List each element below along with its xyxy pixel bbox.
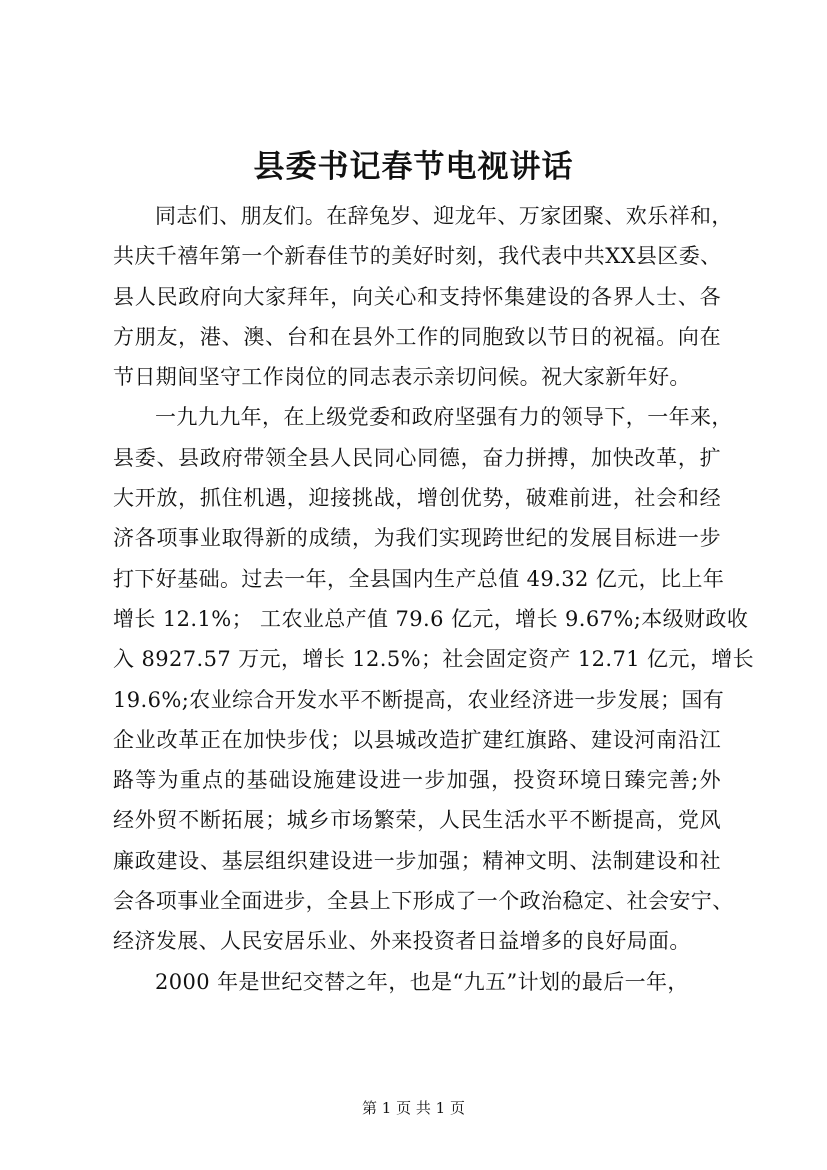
text-line: 经济发展、人民安居乐业、外来投资者日益增多的良好局面。 <box>113 929 691 954</box>
text-line: 路等为重点的基础设施建设进一步加强，投资环境日臻完善;外 <box>113 768 721 793</box>
text-line: 一九九九年，在上级党委和政府坚强有力的领导下，一年来， <box>155 405 733 430</box>
paragraph-review <box>113 397 755 961</box>
text-line: 同志们、朋友们。在辞兔岁、迎龙年、万家团聚、欢乐祥和， <box>155 204 733 228</box>
text-line: 经外贸不断拓展；城乡市场繁荣，人民生活水平不断提高，党风 <box>113 808 721 833</box>
text-line: 会各项事业全面进步，全县上下形成了一个政治稳定、社会安宁、 <box>113 889 734 914</box>
text-line: 济各项事业取得新的成绩，为我们实现跨世纪的发展目标进一步 <box>113 526 721 551</box>
text-line: 打下好基础。过去一年，全县国内生产总值 49.32 亿元，比上年 <box>113 566 725 591</box>
text-line: 县人民政府向大家拜年，向关心和支持怀集建设的各界人士、各 <box>113 284 721 309</box>
text-line: 增长 12.1%； 工农业总产值 79.6 亿元，增长 9.67%;本级财政收 <box>113 606 749 631</box>
text-line: 县委、县政府带领全县人民同心同德，奋力拼搏，加快改革，扩 <box>113 445 721 470</box>
paragraph-outlook <box>113 962 721 1002</box>
document-title: 县委书记春节电视讲话 <box>253 149 574 185</box>
text-line: 大开放，抓住机遇，迎接挑战，增创优势，破难前进，社会和经 <box>113 486 721 511</box>
text-line: 2000 年是世纪交替之年，也是“九五”计划的最后一年， <box>155 969 689 994</box>
text-line: 19.6%;农业综合开发水平不断提高，农业经济进一步发展；国有 <box>113 687 725 712</box>
text-line: 共庆千禧年第一个新春佳节的美好时刻，我代表中共XX县区委、 <box>113 244 722 269</box>
page-footer: 第 1 页 共 1 页 <box>362 1099 465 1117</box>
text-line: 廉政建设、基层组织建设进一步加强；精神文明、法制建设和社 <box>113 848 721 873</box>
paragraph-greeting <box>113 196 733 397</box>
document-body <box>113 196 755 1002</box>
text-line: 入 8927.57 万元，增长 12.5%；社会固定资产 12.71 亿元，增长 <box>113 647 755 672</box>
text-line: 节日期间坚守工作岗位的同志表示亲切问候。祝大家新年好。 <box>113 365 691 390</box>
text-line: 方朋友，港、澳、台和在县外工作的同胞致以节日的祝福。向在 <box>113 324 721 349</box>
text-line: 企业改革正在加快步伐；以县城改造扩建红旗路、建设河南沿江 <box>113 727 721 752</box>
